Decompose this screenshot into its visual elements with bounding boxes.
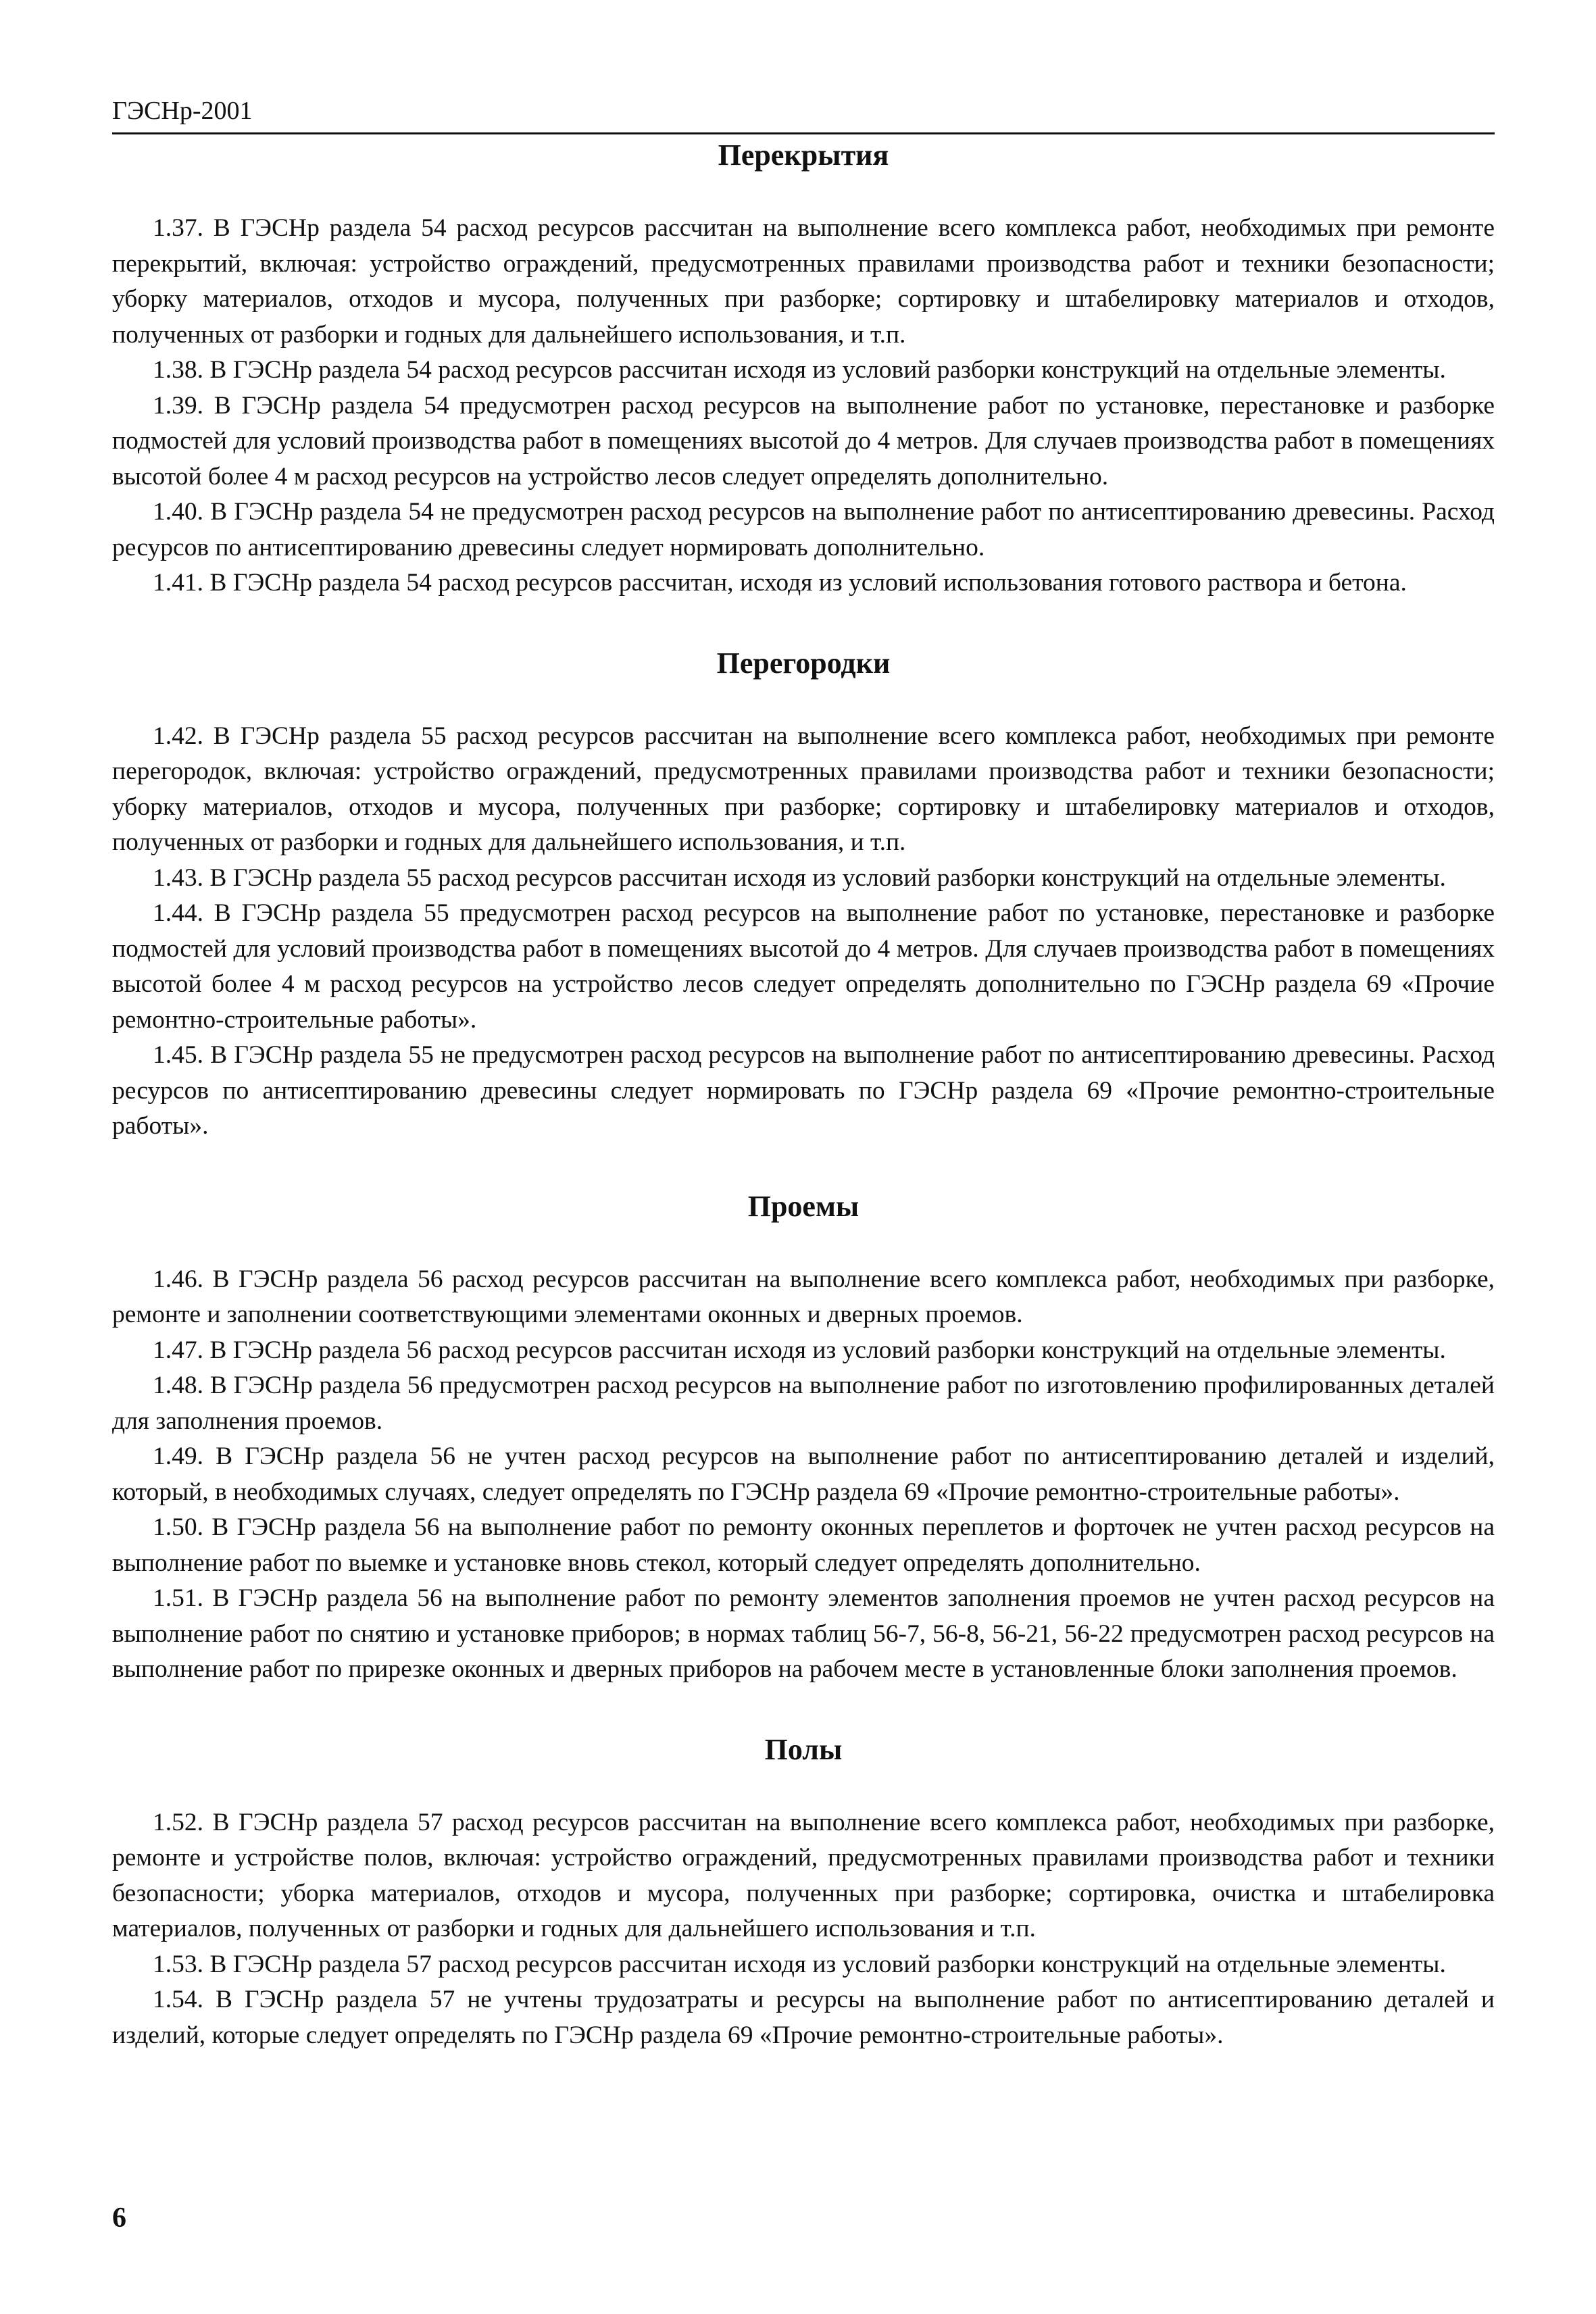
clause-1-51: 1.51. В ГЭСНр раздела 56 на выполнение работ по ремонту элементов заполнения проемов не учтен расход ресурсов на выполнение работ по снятию и установке приборов; в нормах таблиц 56-7, 56-8, 56-21, 56-22 предусмотрен расход ресурсов на выполнение работ по прирезке оконных и дверных приборов на рабочем месте в установленные блоки заполнения проемов. (112, 1584, 1495, 1683)
clause-1-43: 1.43. В ГЭСНр раздела 55 расход ресурсов рассчитан исходя из условий разборки конструкций на отдельные элементы. (153, 863, 1446, 892)
clause-1-39: 1.39. В ГЭСНр раздела 54 предусмотрен расход ресурсов на выполнение работ по установке, перестановке и разборке подмостей для условий производства работ в помещениях высотой до 4 метров. Для случаев производства работ в помещениях высотой более 4 м расход ресурсов на устройство лесов следует определять дополнительно. (112, 391, 1495, 491)
clause-1-40: 1.40. В ГЭСНр раздела 54 не предусмотрен расход ресурсов на выполнение работ по антисептированию древесины. Расход ресурсов по антисептированию древесины следует нормировать дополнительно. (112, 498, 1495, 561)
clause-1-45: 1.45. В ГЭСНр раздела 55 не предусмотрен расход ресурсов на выполнение работ по антисептированию древесины. Расход ресурсов по антисептированию древесины следует нормировать по ГЭСНр раздела 69 «Прочие ремонтно-строительные работы». (112, 1041, 1495, 1140)
clause-1-42: 1.42. В ГЭСНр раздела 55 расход ресурсов рассчитан на выполнение всего комплекса работ, необходимых при ремонте перегородок, включая: устройство ограждений, предусмотренных правилами производства работ и техники безопасности; уборку материалов, отходов и мусора, полученных при разборке; сортировку и штабелировку материалов и отходов, полученных от разборки и годных для дальнейшего использования, и т.п. (112, 722, 1495, 856)
clause-1-47: 1.47. В ГЭСНр раздела 56 расход ресурсов рассчитан исходя из условий разборки конструкций на отдельные элементы. (153, 1336, 1446, 1364)
section-title: Полы (764, 1732, 843, 1766)
clause-1-52: 1.52. В ГЭСНр раздела 57 расход ресурсов рассчитан на выполнение всего комплекса работ, необходимых при разборке, ремонте и устройстве полов, включая: устройство ограждений, предусмотренных правилами производства работ и техники безопасности; уборка материалов, отходов и мусора, полученных при разборке; сортировка, очистка и штабелировка материалов, полученных от разборки и годных для дальнейшего использования и т.п. (112, 1808, 1495, 1942)
clause-1-46: 1.46. В ГЭСНр раздела 56 расход ресурсов рассчитан на выполнение всего комплекса работ, необходимых при разборке, ремонте и заполнении соответствующими элементами оконных и дверных проемов. (112, 1265, 1495, 1328)
clause-1-37: 1.37. В ГЭСНр раздела 54 расход ресурсов рассчитан на выполнение всего комплекса работ, необходимых при ремонте перекрытий, включая: устройство ограждений, предусмотренных правилами производства работ и техники безопасности; уборку материалов, отходов и мусора, полученных при разборке; сортировку и штабелировку материалов и отходов, полученных от разборки и годных для дальнейшего использования, и т.п. (112, 214, 1495, 349)
document-body (112, 132, 1495, 2053)
clause-1-48: 1.48. В ГЭСНр раздела 56 предусмотрен расход ресурсов на выполнение работ по изготовлению профилированных деталей для заполнения проемов. (112, 1372, 1495, 1435)
clause-1-49: 1.49. В ГЭСНр раздела 56 не учтен расход ресурсов на выполнение работ по антисептированию деталей и изделий, который, в необходимых случаях, следует определять по ГЭСНр раздела 69 «Прочие ремонтно-строительные работы». (112, 1442, 1495, 1506)
clause-1-50: 1.50. В ГЭСНр раздела 56 на выполнение работ по ремонту оконных переплетов и форточек не учтен расход ресурсов на выполнение работ по выемке и установке вновь стекол, который следует определять дополнительно. (112, 1513, 1495, 1577)
section-peregorodki (112, 640, 1495, 1145)
section-title: Перегородки (716, 646, 891, 680)
section-poly (112, 1727, 1495, 2054)
clause-1-53: 1.53. В ГЭСНр раздела 57 расход ресурсов рассчитан исходя из условий разборки конструкций на отдельные элементы. (153, 1950, 1446, 1978)
clause-1-41: 1.41. В ГЭСНр раздела 54 расход ресурсов рассчитан, исходя из условий использования готового раствора и бетона. (153, 569, 1407, 597)
clause-1-44: 1.44. В ГЭСНр раздела 55 предусмотрен расход ресурсов на выполнение работ по установке, перестановке и разборке подмостей для условий производства работ в помещениях высотой до 4 метров. Для случаев производства работ в помещениях высотой более 4 м расход ресурсов на устройство лесов следует определять дополнительно по ГЭСНр раздела 69 «Прочие ремонтно-строительные работы». (112, 899, 1495, 1034)
page-number: 6 (112, 2203, 126, 2234)
clause-1-54: 1.54. В ГЭСНр раздела 57 не учтены трудозатраты и ресурсы на выполнение работ по антисептированию деталей и изделий, которые следует определять по ГЭСНр раздела 69 «Прочие ремонтно-строительные работы». (112, 1986, 1495, 2049)
clause-1-38: 1.38. В ГЭСНр раздела 54 расход ресурсов рассчитан исходя из условий разборки конструкций на отдельные элементы. (153, 356, 1446, 384)
section-title: Проемы (747, 1189, 859, 1223)
section-title: Перекрытия (718, 139, 889, 172)
section-proemy (112, 1184, 1495, 1688)
section-perekrytiya (112, 132, 1495, 601)
document-code: ГЭСНр-2001 (112, 97, 253, 125)
page-header (112, 95, 1495, 134)
